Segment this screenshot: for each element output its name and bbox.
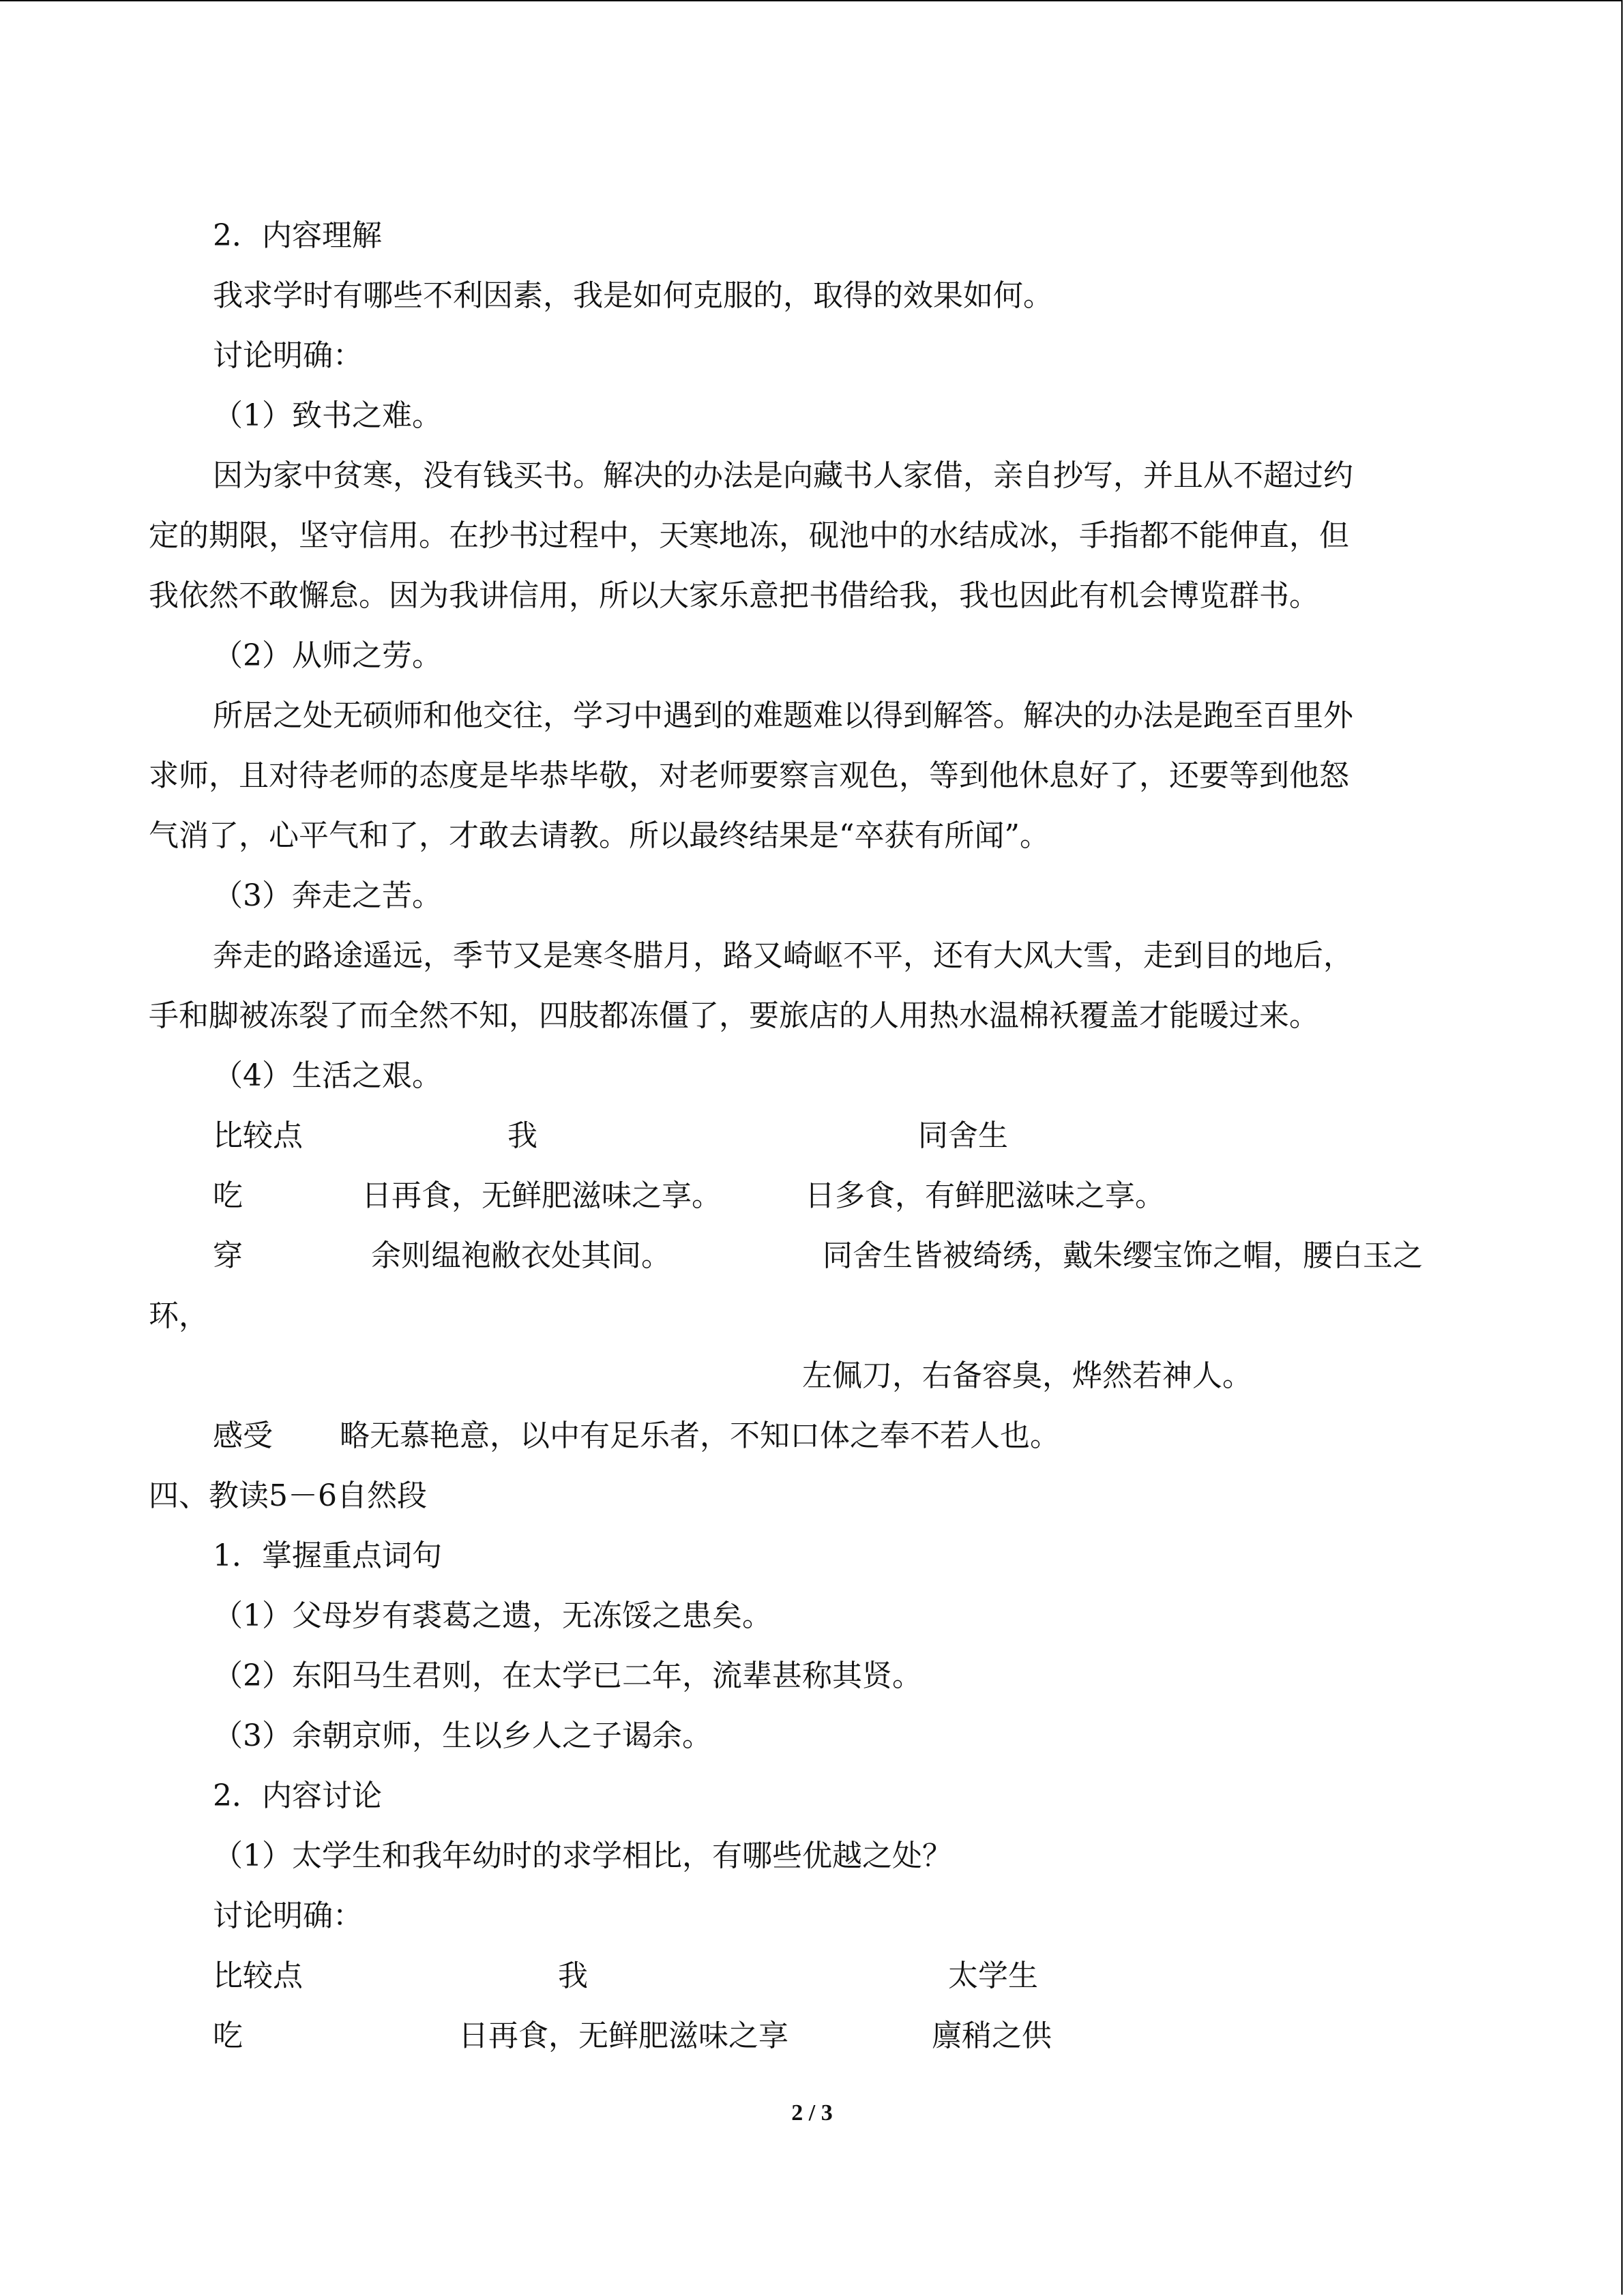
table-cell: 同舍生皆被绮绣，戴朱缨宝饰之帽，腰白玉之: [823, 1238, 1423, 1273]
subheading: （2）从师之劳。: [213, 638, 442, 673]
table-cell: 日再食，无鲜肥滋味之享。: [361, 1178, 722, 1213]
page-number: 2 / 3: [791, 2100, 833, 2126]
table-cell-wrap: 环，: [149, 1298, 209, 1333]
paragraph-line: 求师，且对待老师的态度是毕恭毕敬，对老师要察言观色，等到他休息好了，还要等到他怒: [149, 758, 1349, 793]
table-cell: 余则缊袍敝衣处其间。: [371, 1238, 671, 1273]
table-cell: 日多食，有鲜肥滋味之享。: [805, 1178, 1165, 1213]
table-header-cell: 我: [507, 1118, 537, 1153]
table-cell: 廪稍之供: [932, 2018, 1052, 2053]
paragraph-line: 气消了，心平气和了，才敢去请教。所以最终结果是“卒获有所闻”。: [149, 818, 1050, 853]
table-header-cell: 比较点: [213, 1958, 303, 1993]
table-header-cell: 比较点: [213, 1118, 303, 1153]
subheading: 1．掌握重点词句: [213, 1538, 442, 1573]
table-cell: 吃: [213, 1178, 243, 1213]
table-cell: 感受: [213, 1418, 273, 1453]
subheading: （3）奔走之苦。: [213, 878, 442, 913]
section-heading: 四、教读5－6自然段: [149, 1478, 427, 1513]
paragraph-line: 奔走的路途遥远，季节又是寒冬腊月，路又崎岖不平，还有大风大雪，走到目的地后，: [213, 938, 1353, 973]
table-header-cell: 太学生: [948, 1958, 1038, 1993]
table-cell: 左佩刀，右备容臭，烨然若神人。: [802, 1358, 1252, 1393]
discussion-label: 讨论明确：: [213, 338, 363, 373]
table-header-cell: 我: [558, 1958, 588, 1993]
paragraph-line: 我依然不敢懈怠。因为我讲信用，所以大家乐意把书借给我，我也因此有机会博览群书。: [149, 578, 1319, 613]
subheading: （1）致书之难。: [213, 398, 442, 433]
list-item: （1）父母岁有裘葛之遗，无冻馁之患矣。: [213, 1598, 772, 1633]
table-cell: 吃: [213, 2018, 243, 2053]
discussion-label: 讨论明确：: [213, 1898, 363, 1933]
subheading: （4）生活之艰。: [213, 1058, 442, 1093]
section-heading: 2．内容理解: [213, 218, 382, 253]
question-text: 我求学时有哪些不利因素，我是如何克服的，取得的效果如何。: [213, 278, 1053, 313]
table-cell: 穿: [213, 1238, 243, 1273]
paragraph-line: 所居之处无硕师和他交往，学习中遇到的难题难以得到解答。解决的办法是跑至百里外: [213, 698, 1353, 733]
table-cell: 日再食，无鲜肥滋味之享: [458, 2018, 788, 2053]
subheading: 2．内容讨论: [213, 1778, 382, 1813]
table-header-cell: 同舍生: [918, 1118, 1008, 1153]
paragraph-line: 手和脚被冻裂了而全然不知，四肢都冻僵了，要旅店的人用热水温棉袄覆盖才能暖过来。: [149, 998, 1319, 1033]
paragraph-line: 定的期限，坚守信用。在抄书过程中，天寒地冻，砚池中的水结成冰，手指都不能伸直，但: [149, 518, 1349, 553]
question-text: （1）太学生和我年幼时的求学相比，有哪些优越之处？: [213, 1838, 952, 1873]
list-item: （3）余朝京师，生以乡人之子谒余。: [213, 1718, 712, 1753]
list-item: （2）东阳马生君则，在太学已二年，流辈甚称其贤。: [213, 1658, 922, 1693]
table-cell: 略无慕艳意，以中有足乐者，不知口体之奉不若人也。: [340, 1418, 1060, 1453]
paragraph-line: 因为家中贫寒，没有钱买书。解决的办法是向藏书人家借，亲自抄写，并且从不超过约: [213, 458, 1353, 493]
